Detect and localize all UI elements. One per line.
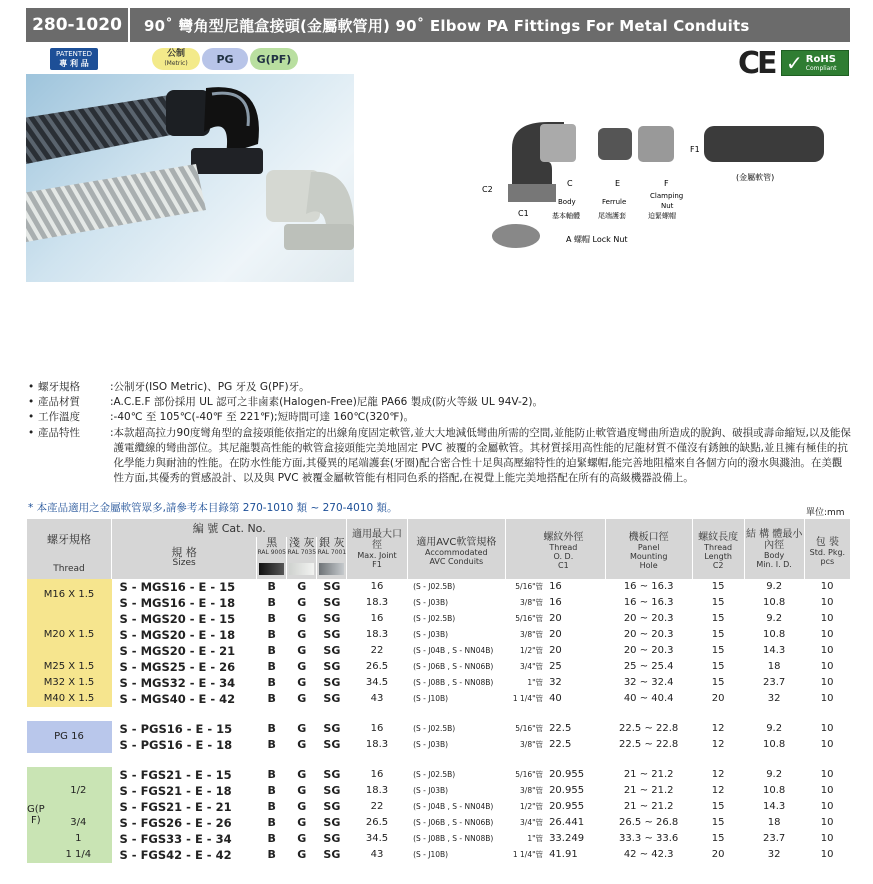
cat-no: S - MGS20 - E - 15 bbox=[119, 612, 236, 626]
cat-no: S - FGS33 - E - 34 bbox=[119, 832, 232, 846]
thread-od: 25 bbox=[549, 661, 562, 672]
col-sgrey: 銀 灰 RAL 7001 bbox=[317, 537, 347, 559]
std-pkg: 10 bbox=[820, 661, 834, 672]
cat-no: S - MGS25 - E - 26 bbox=[119, 660, 236, 674]
color-lgrey: G bbox=[297, 722, 307, 735]
group-spacer bbox=[27, 753, 851, 767]
thread-cell: 3/4 bbox=[45, 815, 111, 831]
part-c-zh: 基本軸體 bbox=[552, 212, 580, 220]
avc-size: 3/8"管 bbox=[520, 786, 544, 795]
max-joint: 34.5 bbox=[365, 677, 389, 688]
max-joint: 34.5 bbox=[365, 833, 389, 844]
thread-length: 15 bbox=[711, 817, 725, 828]
color-sgrey: SG bbox=[323, 596, 341, 609]
color-sgrey: SG bbox=[323, 628, 341, 641]
body-min-id: 9.2 bbox=[766, 769, 783, 780]
f1-label: F1 bbox=[690, 145, 700, 154]
thread-length: 15 bbox=[711, 597, 725, 608]
panel-hole: 16 ~ 16.3 bbox=[623, 581, 674, 592]
color-black: B bbox=[267, 676, 276, 689]
avc-size: 5/16"管 bbox=[515, 770, 544, 779]
cat-no: S - PGS16 - E - 18 bbox=[119, 738, 233, 752]
spec-item: • 產品材質 : A.C.E.F 部份採用 UL 認可之非鹵素(Halogen-Free)尼龍 PA66 製成(防火等級 UL 94V-2)。 bbox=[28, 395, 852, 410]
col-pkg: 包 裝 Std. Pkg. pcs bbox=[804, 519, 850, 579]
thread-length: 15 bbox=[711, 661, 725, 672]
cat-no: S - FGS42 - E - 42 bbox=[119, 848, 232, 862]
g-badge: G(PF) bbox=[250, 48, 298, 70]
col-c1: 螺紋外徑 Thread O. D. C1 bbox=[506, 519, 606, 579]
avc-size: 1/2"管 bbox=[520, 646, 544, 655]
panel-hole: 20 ~ 20.3 bbox=[623, 645, 674, 656]
page-header bbox=[26, 8, 850, 42]
body-min-id: 9.2 bbox=[766, 723, 783, 734]
spec-value: 本款超高拉力90度彎角型的盒接頭能依指定的出線角度固定軟管,並大大地減低彎曲所需的空間,並能防止軟管過度彎曲所造成的脫鉤、破損或壽命縮短,以及能保護電纜線的彎曲部位。其尼龍製高性能的軟管盒接頭能完美地固定 PVC 被覆的金屬軟管。其材質採用高性能的尼龍材質不僅沒有銹蝕的缺點,並且擁有極佳的抗化學能力與耐油的性能。在防水性能方面,其優異的尾端護套(牙圈)配合密合性十足與高壓縮特性的迫緊螺帽,能完善地阻檔來自各個方向的潑水與濺油。在美觀性方面,其優秀的質感設計、以及與 PVC 被覆金屬軟管能有相同色系的搭配,在視覺上能完美地搭配在所有的高級機器設備上。 bbox=[113, 426, 851, 485]
panel-hole: 21 ~ 21.2 bbox=[623, 785, 674, 796]
panel-hole: 21 ~ 21.2 bbox=[623, 769, 674, 780]
thread-cell: 1 bbox=[45, 831, 111, 847]
spec-value: 公制牙(ISO Metric)、PG 牙及 G(PF)牙。 bbox=[113, 381, 310, 393]
std-pkg: 10 bbox=[820, 645, 834, 656]
body-min-id: 9.2 bbox=[766, 613, 783, 624]
std-pkg: 10 bbox=[820, 597, 834, 608]
body-min-id: 10.8 bbox=[763, 785, 786, 796]
max-joint: 26.5 bbox=[365, 661, 389, 672]
max-joint: 16 bbox=[370, 723, 384, 734]
avc-size: 3/8"管 bbox=[520, 630, 544, 639]
product-photo bbox=[26, 74, 354, 282]
thread-od: 26.441 bbox=[549, 817, 585, 828]
color-lgrey: G bbox=[297, 580, 307, 593]
table-row bbox=[27, 831, 851, 847]
spec-item: • 螺牙規格 : 公制牙(ISO Metric)、PG 牙及 G(PF)牙。 bbox=[28, 380, 852, 395]
max-joint: 22 bbox=[370, 645, 384, 656]
max-joint: 43 bbox=[370, 693, 384, 704]
col-thread-en: Thread bbox=[27, 559, 112, 579]
color-black: B bbox=[267, 784, 276, 797]
thread-length: 12 bbox=[711, 739, 725, 750]
avc-code: (S - J08B , S - NN08B) bbox=[413, 678, 494, 687]
std-pkg: 10 bbox=[820, 581, 834, 592]
unit-label: 單位:mm bbox=[806, 508, 845, 518]
avc-code: (S - J04B , S - NN04B) bbox=[413, 646, 494, 655]
part-e-en: Ferrule bbox=[602, 198, 627, 206]
avc-code: (S - J08B , S - NN08B) bbox=[413, 834, 494, 843]
thread-od: 16 bbox=[549, 597, 562, 608]
avc-size: 3/4"管 bbox=[520, 662, 544, 671]
avc-size: 1 1/4"管 bbox=[512, 850, 544, 859]
thread-length: 15 bbox=[711, 677, 725, 688]
avc-size: 5/16"管 bbox=[515, 582, 544, 591]
spec-item: • 工作溫度 : -40℃ 至 105℃(-40℉ 至 221℉);短時間可達 160℃(320℉)。 bbox=[28, 410, 852, 425]
rohs-label: RoHS bbox=[805, 54, 836, 65]
thread-g-label: G(PF) bbox=[27, 767, 46, 863]
avc-size: 3/8"管 bbox=[520, 598, 544, 607]
max-joint: 18.3 bbox=[365, 785, 389, 796]
spec-value: -40℃ 至 105℃(-40℉ 至 221℉);短時間可達 160℃(320℉)。 bbox=[113, 411, 414, 424]
avc-code: (S - J04B , S - NN04B) bbox=[413, 802, 494, 811]
panel-hole: 21 ~ 21.2 bbox=[623, 801, 674, 812]
part-c-en: Body bbox=[558, 198, 576, 206]
max-joint: 18.3 bbox=[365, 597, 389, 608]
table-row bbox=[27, 611, 851, 627]
spec-table-body bbox=[27, 579, 851, 863]
color-lgrey: G bbox=[297, 692, 307, 705]
catalog-code: 280-1020 bbox=[26, 8, 130, 42]
panel-hole: 33.3 ~ 33.6 bbox=[619, 833, 679, 844]
avc-code: (S - J10B) bbox=[413, 850, 449, 859]
color-sgrey: SG bbox=[323, 738, 341, 751]
avc-code: (S - J03B) bbox=[413, 740, 449, 749]
spec-table bbox=[26, 519, 850, 863]
panel-hole: 32 ~ 32.4 bbox=[623, 677, 674, 688]
col-body: 結 構 體最小內徑 Body Min. I. D. bbox=[744, 519, 804, 579]
std-pkg: 10 bbox=[820, 677, 834, 688]
avc-code: (S - J03B) bbox=[413, 786, 449, 795]
thread-cell: M25 X 1.5 bbox=[27, 659, 112, 675]
conduit-note: * 本產品適用之金屬軟管眾多,請參考本目錄第 270-1010 類 ~ 270-4010 類。 bbox=[28, 502, 398, 514]
avc-size: 1"管 bbox=[527, 834, 544, 843]
spec-key: 螺牙規格 bbox=[38, 381, 80, 393]
color-black: B bbox=[267, 848, 276, 861]
panel-hole: 16 ~ 16.3 bbox=[623, 597, 674, 608]
thread-od: 41.91 bbox=[549, 849, 578, 860]
group-spacer bbox=[27, 707, 851, 721]
ce-mark: CE bbox=[738, 46, 775, 81]
avc-size: 1"管 bbox=[527, 678, 544, 687]
elbow-fittings-illustration bbox=[26, 74, 354, 282]
avc-code: (S - J03B) bbox=[413, 630, 449, 639]
color-sgrey: SG bbox=[323, 800, 341, 813]
body-min-id: 18 bbox=[767, 817, 781, 828]
thread-od: 32 bbox=[549, 677, 562, 688]
max-joint: 43 bbox=[370, 849, 384, 860]
table-row bbox=[27, 721, 851, 737]
table-row bbox=[27, 815, 851, 831]
cat-no: S - FGS26 - E - 26 bbox=[119, 816, 232, 830]
color-sgrey: SG bbox=[323, 660, 341, 673]
cat-no: S - MGS16 - E - 18 bbox=[119, 596, 236, 610]
table-row bbox=[27, 627, 851, 643]
thread-length: 15 bbox=[711, 613, 725, 624]
table-row bbox=[27, 595, 851, 611]
thread-cell: PG 16 bbox=[27, 721, 112, 753]
max-joint: 16 bbox=[370, 769, 384, 780]
color-lgrey: G bbox=[297, 644, 307, 657]
thread-length: 12 bbox=[711, 769, 725, 780]
thread-od: 20 bbox=[549, 613, 562, 624]
avc-code: (S - J02.5B) bbox=[413, 724, 456, 733]
thread-cell: M20 X 1.5 bbox=[27, 611, 112, 659]
color-black: B bbox=[267, 738, 276, 751]
avc-size: 1/2"管 bbox=[520, 802, 544, 811]
thread-cell: 1 1/4 bbox=[45, 847, 111, 863]
col-panel-hole: 機板口徑 Panel Mounting Hole bbox=[605, 519, 692, 579]
color-black: B bbox=[267, 596, 276, 609]
thread-od: 40 bbox=[549, 693, 562, 704]
color-black: B bbox=[267, 580, 276, 593]
color-lgrey: G bbox=[297, 660, 307, 673]
color-black: B bbox=[267, 628, 276, 641]
color-black: B bbox=[267, 722, 276, 735]
patented-badge bbox=[50, 48, 98, 70]
checkmark-icon: ✓ bbox=[786, 51, 803, 75]
color-sgrey: SG bbox=[323, 722, 341, 735]
swatch-sgrey bbox=[317, 559, 347, 579]
avc-size: 5/16"管 bbox=[515, 614, 544, 623]
thread-od: 20 bbox=[549, 645, 562, 656]
thread-length: 15 bbox=[711, 629, 725, 640]
part-a-label: A 螺帽 Lock Nut bbox=[566, 235, 628, 244]
panel-hole: 40 ~ 40.4 bbox=[623, 693, 674, 704]
color-sgrey: SG bbox=[323, 676, 341, 689]
cat-no: S - FGS21 - E - 21 bbox=[119, 800, 232, 814]
color-lgrey: G bbox=[297, 628, 307, 641]
table-row bbox=[27, 737, 851, 753]
col-sizes: 規 格 Sizes bbox=[112, 537, 257, 579]
swatch-black bbox=[257, 559, 287, 579]
part-c-label: C bbox=[567, 179, 573, 188]
body-min-id: 18 bbox=[767, 661, 781, 672]
thread-od: 20.955 bbox=[549, 785, 585, 796]
table-row bbox=[27, 691, 851, 707]
color-lgrey: G bbox=[297, 612, 307, 625]
body-min-id: 10.8 bbox=[763, 739, 786, 750]
spec-key: 產品特性 bbox=[38, 426, 80, 439]
color-lgrey: G bbox=[297, 848, 307, 861]
thread-od: 16 bbox=[549, 581, 562, 592]
swatch-lgrey bbox=[287, 559, 317, 579]
cat-no: S - FGS21 - E - 15 bbox=[119, 768, 232, 782]
color-black: B bbox=[267, 768, 276, 781]
color-black: B bbox=[267, 692, 276, 705]
body-min-id: 23.7 bbox=[763, 677, 786, 688]
color-black: B bbox=[267, 660, 276, 673]
c1-label: C1 bbox=[518, 209, 529, 218]
c2-label: C2 bbox=[482, 185, 493, 194]
col-f1: 適用最大口 徑 Max. Joint F1 bbox=[347, 519, 407, 579]
cat-no: S - MGS32 - E - 34 bbox=[119, 676, 236, 690]
col-avc: 適用AVC軟管規格 Accommodated AVC Conduits bbox=[407, 519, 506, 579]
color-lgrey: G bbox=[297, 596, 307, 609]
thread-cell: M40 X 1.5 bbox=[27, 691, 112, 707]
metric-sub: (Metric) bbox=[164, 60, 188, 67]
thread-length: 15 bbox=[711, 833, 725, 844]
thread-length: 12 bbox=[711, 723, 725, 734]
thread-length: 15 bbox=[711, 645, 725, 656]
spec-list bbox=[28, 380, 852, 486]
color-sgrey: SG bbox=[323, 692, 341, 705]
spec-item: • 產品特性 : 本款超高拉力90度彎角型的盒接頭能依指定的出線角度固定軟管,並大大地減低彎曲所需的空間,並能防止軟管過度彎曲所造成的脫鉤、破損或壽命縮短,以及能保護電纜線的彎曲部位。其尼龍製高性能的軟管盒接頭能完美地固定 PVC 被覆的金屬軟管。其材質採用高性能的尼龍材質不僅沒有銹蝕的缺點,並且擁有極佳的抗化學能力與耐油的性能。在防水性能方面,其優異的尾端護套(牙圈)配合密合性十足與高壓縮特性的迫緊螺帽,能完善地阻檔來自各個方向的潑水與濺油。在美觀性方面,其優秀的質感設計、以及與 PVC 被覆金屬軟管能有相同色系的搭配,在視覺上能完美地搭配在所有的高級機器設備上。 bbox=[28, 426, 852, 487]
body-min-id: 32 bbox=[767, 693, 781, 704]
spec-key: 工作溫度 bbox=[38, 411, 80, 424]
color-lgrey: G bbox=[297, 768, 307, 781]
table-row bbox=[27, 579, 851, 595]
part-e-label: E bbox=[615, 179, 621, 188]
std-pkg: 10 bbox=[820, 785, 834, 796]
thread-length: 12 bbox=[711, 785, 725, 796]
table-row bbox=[27, 799, 851, 815]
col-lgrey: 淺 灰 RAL 7035 bbox=[287, 537, 317, 559]
color-lgrey: G bbox=[297, 832, 307, 845]
color-black: B bbox=[267, 644, 276, 657]
panel-hole: 42 ~ 42.3 bbox=[623, 849, 674, 860]
max-joint: 26.5 bbox=[365, 817, 389, 828]
std-pkg: 10 bbox=[820, 817, 834, 828]
table-row bbox=[27, 659, 851, 675]
color-sgrey: SG bbox=[323, 580, 341, 593]
rohs-badge bbox=[781, 50, 849, 76]
color-black: B bbox=[267, 816, 276, 829]
patented-label: PATENTED bbox=[55, 50, 93, 58]
panel-hole: 22.5 ~ 22.8 bbox=[619, 739, 679, 750]
cat-no: S - MGS20 - E - 18 bbox=[119, 628, 236, 642]
page-title: 90˚ 彎角型尼龍盒接頭(金屬軟管用) 90˚ Elbow PA Fittings For Metal Conduits bbox=[144, 16, 750, 35]
rohs-sub: Compliant bbox=[805, 65, 837, 72]
thread-od: 20.955 bbox=[549, 769, 585, 780]
color-lgrey: G bbox=[297, 784, 307, 797]
cat-no: S - PGS16 - E - 15 bbox=[119, 722, 233, 736]
avc-size: 3/4"管 bbox=[520, 818, 544, 827]
color-sgrey: SG bbox=[323, 848, 341, 861]
color-lgrey: G bbox=[297, 816, 307, 829]
color-black: B bbox=[267, 832, 276, 845]
max-joint: 16 bbox=[370, 613, 384, 624]
col-catno: 編 號 Cat. No. bbox=[112, 519, 347, 537]
thread-length: 20 bbox=[711, 849, 725, 860]
col-thread-zh: 螺牙規格 bbox=[27, 519, 112, 559]
color-black: B bbox=[267, 612, 276, 625]
panel-hole: 26.5 ~ 26.8 bbox=[619, 817, 679, 828]
avc-code: (S - J02.5B) bbox=[413, 614, 456, 623]
body-min-id: 10.8 bbox=[763, 629, 786, 640]
max-joint: 22 bbox=[370, 801, 384, 812]
color-lgrey: G bbox=[297, 800, 307, 813]
color-black: B bbox=[267, 800, 276, 813]
body-min-id: 14.3 bbox=[763, 645, 786, 656]
body-min-id: 10.8 bbox=[763, 597, 786, 608]
max-joint: 18.3 bbox=[365, 739, 389, 750]
thread-cell: M32 X 1.5 bbox=[27, 675, 112, 691]
thread-od: 20.955 bbox=[549, 801, 585, 812]
body-min-id: 14.3 bbox=[763, 801, 786, 812]
thread-length: 20 bbox=[711, 693, 725, 704]
table-row bbox=[27, 783, 851, 799]
max-joint: 18.3 bbox=[365, 629, 389, 640]
color-lgrey: G bbox=[297, 676, 307, 689]
avc-code: (S - J06B , S - NN06B) bbox=[413, 662, 494, 671]
avc-size: 5/16"管 bbox=[515, 724, 544, 733]
cat-no: S - MGS20 - E - 21 bbox=[119, 644, 236, 658]
col-c2: 螺紋長度 Thread Length C2 bbox=[692, 519, 744, 579]
thread-od: 20 bbox=[549, 629, 562, 640]
thread-length: 15 bbox=[711, 581, 725, 592]
part-f-zh: 迫緊螺帽 bbox=[648, 212, 676, 220]
table-row bbox=[27, 643, 851, 659]
cat-no: S - MGS40 - E - 42 bbox=[119, 692, 236, 706]
color-sgrey: SG bbox=[323, 832, 341, 845]
panel-hole: 20 ~ 20.3 bbox=[623, 613, 674, 624]
thread-cell: M16 X 1.5 bbox=[27, 579, 112, 611]
table-row bbox=[27, 847, 851, 863]
avc-code: (S - J02.5B) bbox=[413, 770, 456, 779]
table-row bbox=[27, 675, 851, 691]
table-row bbox=[27, 767, 851, 783]
avc-size: 3/8"管 bbox=[520, 740, 544, 749]
std-pkg: 10 bbox=[820, 613, 834, 624]
color-sgrey: SG bbox=[323, 612, 341, 625]
thread-length: 15 bbox=[711, 801, 725, 812]
avc-code: (S - J02.5B) bbox=[413, 582, 456, 591]
std-pkg: 10 bbox=[820, 629, 834, 640]
color-lgrey: G bbox=[297, 738, 307, 751]
col-black: 黑 RAL 9005 bbox=[257, 537, 287, 559]
thread-od: 22.5 bbox=[549, 723, 572, 734]
part-f-en1: Clamping bbox=[650, 192, 684, 200]
avc-code: (S - J03B) bbox=[413, 598, 449, 607]
std-pkg: 10 bbox=[820, 801, 834, 812]
spec-key: 產品材質 bbox=[38, 396, 80, 409]
spec-value: A.C.E.F 部份採用 UL 認可之非鹵素(Halogen-Free)尼龍 PA66 製成(防火等級 UL 94V-2)。 bbox=[113, 396, 544, 409]
patented-label-zh: 專 利 品 bbox=[59, 59, 89, 68]
avc-size: 1 1/4"管 bbox=[512, 694, 544, 703]
metric-badge bbox=[152, 48, 200, 70]
std-pkg: 10 bbox=[820, 723, 834, 734]
cat-no: S - FGS21 - E - 18 bbox=[119, 784, 232, 798]
metric-label: 公制 bbox=[166, 49, 185, 59]
part-f-en2: Nut bbox=[661, 202, 674, 210]
panel-hole: 22.5 ~ 22.8 bbox=[619, 723, 679, 734]
panel-hole: 20 ~ 20.3 bbox=[623, 629, 674, 640]
part-f-label: F bbox=[664, 179, 669, 188]
part-e-zh: 尾端護套 bbox=[598, 212, 626, 220]
color-sgrey: SG bbox=[323, 644, 341, 657]
thread-cell: 1/2 bbox=[45, 767, 111, 815]
std-pkg: 10 bbox=[820, 693, 834, 704]
std-pkg: 10 bbox=[820, 833, 834, 844]
body-min-id: 32 bbox=[767, 849, 781, 860]
body-min-id: 9.2 bbox=[766, 581, 783, 592]
avc-code: (S - J10B) bbox=[413, 694, 449, 703]
color-sgrey: SG bbox=[323, 784, 341, 797]
pg-badge: PG bbox=[202, 48, 248, 70]
std-pkg: 10 bbox=[820, 849, 834, 860]
thread-od: 33.249 bbox=[549, 833, 585, 844]
thread-od: 22.5 bbox=[549, 739, 572, 750]
max-joint: 16 bbox=[370, 581, 384, 592]
cat-no: S - MGS16 - E - 15 bbox=[119, 580, 236, 594]
panel-hole: 25 ~ 25.4 bbox=[623, 661, 674, 672]
conduit-label: (金屬軟管) bbox=[736, 173, 775, 182]
std-pkg: 10 bbox=[820, 739, 834, 750]
body-min-id: 23.7 bbox=[763, 833, 786, 844]
color-sgrey: SG bbox=[323, 768, 341, 781]
parts-diagram bbox=[478, 118, 850, 258]
color-sgrey: SG bbox=[323, 816, 341, 829]
std-pkg: 10 bbox=[820, 769, 834, 780]
avc-code: (S - J06B , S - NN06B) bbox=[413, 818, 494, 827]
